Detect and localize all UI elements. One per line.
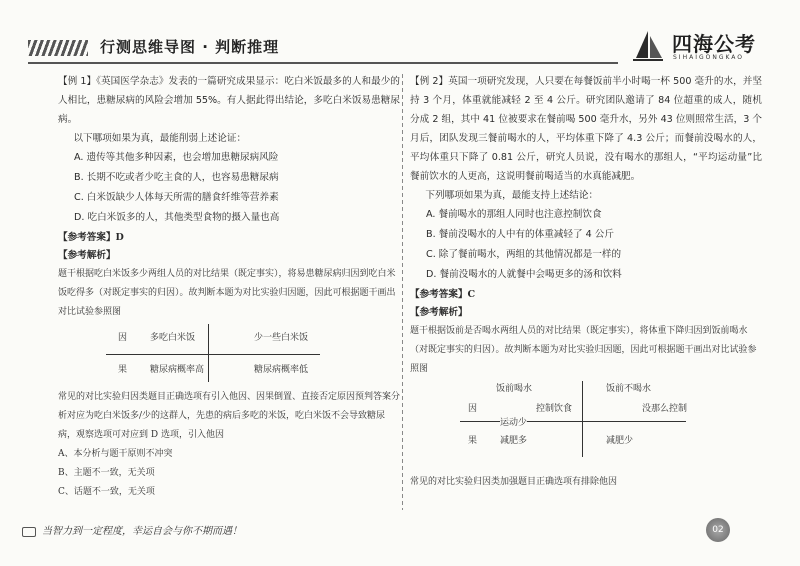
- cause-b-1: 没那么控制: [642, 404, 688, 414]
- example-1-analysis-text: 题干根据吃白米饭多少两组人员的对比结果（既定事实），将易患糖尿病归因到吃白米饭吃得多（对既定事实的归因）。故判断本题为对比实验归因题，因此可根据题干画出对比试验参照图: [58, 269, 396, 317]
- footer-motto: [22, 522, 242, 537]
- example-1-option-b: B. 长期不吃或者少吃主食的人，也容易患糖尿病: [74, 172, 279, 183]
- example-2-option-a: A. 餐前喝水的那组人同时也注意控制饮食: [426, 209, 602, 220]
- example-1-question: 以下哪项如果为真，最能削弱上述论证：: [73, 133, 247, 144]
- column-a-header: 饭前喝水: [496, 384, 533, 394]
- effect-label: 果: [468, 436, 478, 446]
- example-2-option-d: D. 餐前没喝水的人就餐中会喝更多的汤和饮料: [426, 269, 622, 280]
- right-column: [410, 72, 762, 492]
- example-1-analysis-label: 【参考解析】: [58, 250, 116, 261]
- cause-label: 因: [118, 333, 128, 343]
- page-header: [28, 34, 778, 70]
- example-2-tail-text: 常见的对比实验归因类加强题目正确选项有排除他因: [410, 477, 618, 487]
- example-2-stem: 【例 2】英国一项研究发现，人只要在每餐饭前半小时喝一杯 500 毫升的水，并坚持 3 个月，体重就能减轻 2 至 4 公斤。研究团队邀请了 84 位超重的成人，随机分成 2 组，其中 41 位被要求在餐前喝 500 毫升水，另外 43 位则照常生活，3 个月后，团队发现三餐前喝水的人，平均体重下降了 4.3 公斤；而餐前没喝水的人，平均体重只下降了 0.81 公斤，研究人员说，没有喝水的那组人，“平均运动量”比餐前饮水的人更高，这说明餐前喝适当的水真能减肥。: [410, 76, 762, 182]
- brand-logo: [630, 28, 780, 68]
- header-stripes-decoration: [28, 40, 88, 56]
- example-2-analysis-text: 题干根据饭前是否喝水两组人员的对比结果（既定事实），将体重下降归因到饭前喝水（对既定事实的归因）。故判断本题为对比实验归因题，因此可根据题干画出对比试验参照图: [410, 326, 757, 374]
- cause-label: 因: [468, 404, 478, 414]
- header-underline: [28, 62, 618, 64]
- pencil-icon: [22, 527, 36, 537]
- effect-b: 糖尿病概率低: [254, 365, 309, 375]
- example-1-tail-text: 常见的对比实验归因类题目正确选项有引入他因、因果倒置、直接否定原因预判答案分析对应为吃白米饭多/少的这群人，先患的病后多吃的米饭，吃白米饭不会导致糖尿病，观察选项可对应到 D 选项，引入他因: [58, 392, 401, 440]
- effect-label: 果: [118, 365, 128, 375]
- example-1-option-c: C. 白米饭缺少人体每天所需的膳食纤维等营养素: [74, 192, 279, 203]
- sail-logo-icon: [630, 28, 666, 64]
- column-b-header: 饭前不喝水: [606, 384, 652, 394]
- column-divider: [402, 74, 403, 510]
- example-2-option-b: B. 餐前没喝水的人中有的体重减轻了 4 公斤: [426, 229, 614, 240]
- chart-horizontal-line: [106, 354, 320, 355]
- chart-horizontal-line: [460, 421, 686, 422]
- effect-b: 减肥少: [606, 436, 634, 446]
- page-number-badge: 02: [706, 518, 730, 542]
- example-2-question: 下列哪项如果为真，最能支持上述结论：: [425, 190, 599, 201]
- cause-b: 少一些白米饭: [254, 333, 309, 343]
- left-column: [58, 72, 400, 502]
- cause-a: 多吃白米饭: [150, 333, 196, 343]
- example-1-comparison-chart: [58, 324, 400, 384]
- example-2-option-c: C. 除了餐前喝水，两组的其他情况都是一样的: [426, 249, 622, 260]
- cause-a-1: 控制饮食: [536, 404, 573, 414]
- cause-a-2: 运动少: [500, 415, 527, 428]
- header-title: 行测思维导图 · 判断推理: [100, 38, 280, 56]
- example-1-tail-option-a: A、本分析与题干原则不冲突: [58, 449, 173, 459]
- example-1-option-d: D. 吃白米饭多的人，其他类型食物的摄入量也高: [74, 212, 280, 223]
- example-1-stem: 【例 1】《英国医学杂志》发表的一篇研究成果显示：吃白米饭最多的人和最少的人相比，患糖尿病的风险会增加 55%。有人据此得出结论，多吃白米饭易患糖尿病。: [58, 76, 400, 125]
- chart-vertical-line: [582, 381, 583, 457]
- brand-subtitle: SIHAIGONGKAO: [673, 54, 745, 61]
- effect-a: 糖尿病概率高: [150, 365, 205, 375]
- brand-name: 四海公考: [672, 32, 756, 56]
- example-2-analysis-label: 【参考解析】: [410, 307, 468, 318]
- example-1-tail-option-c: C、话题不一致，无关项: [58, 487, 155, 497]
- example-2-answer: 【参考答案】C: [410, 289, 476, 300]
- effect-a: 减肥多: [500, 436, 528, 446]
- example-1-tail-option-b: B、主题不一致，无关项: [58, 468, 155, 478]
- example-1-option-a: A. 遗传等其他多种因素，也会增加患糖尿病风险: [74, 152, 279, 163]
- chart-vertical-line: [208, 324, 209, 382]
- footer-motto-text: 当智力到一定程度，幸运自会与你不期而遇！: [42, 526, 242, 537]
- example-2-comparison-chart: [410, 381, 762, 467]
- example-1-answer: 【参考答案】D: [58, 232, 124, 243]
